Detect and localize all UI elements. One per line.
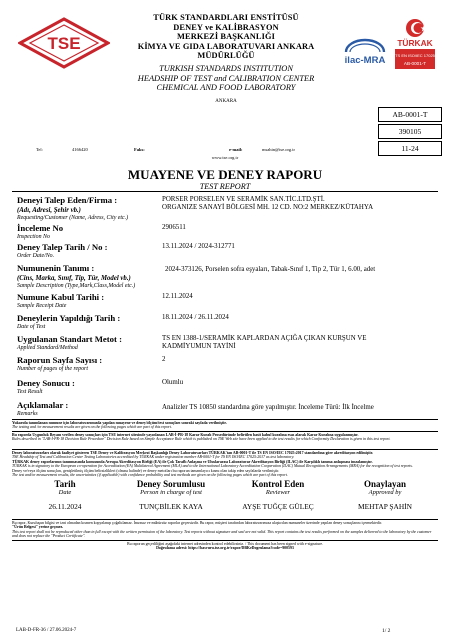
signature-head-en: Approved by xyxy=(368,489,402,496)
requester-name: PORSER PORSELEN VE SERAMİK SAN.TİC.LTD.ŞTİ. xyxy=(162,196,325,203)
divider xyxy=(12,419,438,420)
divider xyxy=(12,431,438,432)
footer-disclaimer-tr-bold: "Ürün Belgesi" yerine geçmez. xyxy=(12,525,64,530)
requester-label: Deneyi Talep Eden/Firma : xyxy=(17,195,118,205)
note-recognition-en: TÜRKAK is in signatory to the European co-operation for Accreditation (EA) Multilateral Agreement (MLA) and to the International Laboratory Accreditation Cooperation (ILAC) Mutual Recognition Arrangements (MRA) for the recognition of test reports. xyxy=(12,464,413,469)
pages-label: Raporun Sayfa Sayısı : xyxy=(17,355,103,365)
sample-field xyxy=(17,264,135,290)
signature-head: Kontrol Eden xyxy=(251,479,305,489)
signature-reviewer xyxy=(225,479,331,511)
email-label: e-mail: xyxy=(229,147,243,152)
signature-head: Tarih xyxy=(54,479,76,489)
signature-table xyxy=(12,479,438,519)
receipt-value: 12.11.2024 xyxy=(162,293,193,300)
method-value xyxy=(162,335,440,351)
test-date-label-en: Date of Test xyxy=(17,323,46,330)
test-date-value: 18.11.2024 / 26.11.2024 xyxy=(162,314,229,321)
institution-tr-line: TÜRK STANDARDLARI ENSTİTÜSÜ xyxy=(153,13,299,22)
receipt-label-en: Sample Receipt Date xyxy=(17,302,67,309)
divider xyxy=(12,540,438,541)
method-line: KADMİYUMUN TAYİNİ xyxy=(162,343,236,350)
sample-value: 2024-373126, Porselen sofra eşyaları, Tabak-Sınıf 1, Tip 2, Tür 1, 6.00, adet xyxy=(165,266,376,273)
requester-label-en: Requesting/Customer (Name, Adress, City etc.) xyxy=(17,215,129,221)
test-date-field xyxy=(17,314,120,331)
report-subtitle: TEST REPORT xyxy=(199,182,251,191)
note-accreditation-en: TSE Headship of Test and Calibration Center Testing Laboratories accredited by TÜRKAK under registration number AB-0001-T for TS EN ISO/IEC 17025:2017 as test laboratory. xyxy=(12,455,295,460)
report-month-box: 11-24 xyxy=(378,141,442,156)
order-label: Deney Talep Tarih / No : xyxy=(17,242,108,252)
divider xyxy=(12,191,438,192)
institution-en-line: CHEMICAL AND FOOD LABORATORY xyxy=(156,83,296,93)
signature-head-en: Reviewer xyxy=(265,489,291,496)
signature-test-responsible xyxy=(118,479,224,511)
note-decision-rule-en: Rules described in "LAB-İ-PR-18 Decision Rule Procedure" Decision Rule based on Simple Acceptance Rule which is published on TSE Web site have been applied to the test results for which Conformity Declaration is given in this test report. xyxy=(12,437,391,442)
page-number: 1/ 2 xyxy=(382,628,391,634)
order-field xyxy=(17,243,108,260)
note-results xyxy=(12,421,438,430)
form-code: LAB-D-FR-36 / 27.06.2024-7 xyxy=(16,628,77,633)
inspection-field xyxy=(17,224,63,241)
result-label: Deney Sonucu : xyxy=(17,378,75,388)
footer-disclaimer-en: This test report shall not be reproduced other than in full except with the written permission of the laboratory. Test reports without signature and seal are not valid. This report contains the test results performed on the samples delivered to the laboratory by the customer and does not replace the "Product Certificate". xyxy=(12,529,432,539)
institution-en-line: HEADSHIP OF TEST and CALIBRATION CENTER xyxy=(137,73,315,83)
order-value: 13.11.2024 / 2024-312771 xyxy=(162,243,235,250)
receipt-field xyxy=(17,293,104,310)
inspection-value: 2906511 xyxy=(162,224,186,231)
signature-approver xyxy=(332,479,438,511)
requester-value xyxy=(162,196,440,212)
method-line: TS EN 1388-1/SERAMİK KAPLARDAN AÇIĞA ÇIKAN KURŞUN VE xyxy=(162,335,367,342)
note-accreditation xyxy=(12,451,438,477)
institution-block xyxy=(110,13,342,104)
tse-logo-text: TSE xyxy=(47,34,81,53)
tel-value: 4166420 xyxy=(72,147,88,152)
laboratory-number-box: 390105 xyxy=(378,124,442,139)
institution-tr-line: MÜDÜRLÜĞÜ xyxy=(197,51,255,61)
divider xyxy=(12,519,438,520)
note-uncertainty-tr: Deney ve/veya ölçüm sonuçları, genişletilmiş ölçüm belirsizlikleri (olması halinde) ve deney metotları bu raporun tamamlayıcı kısmı olan takip eden sayfalarda verilmiştir. xyxy=(12,468,280,473)
fax-label: Faks: xyxy=(134,147,145,152)
result-label-en: Test Result xyxy=(17,388,43,395)
inspection-label-en: Inspection No xyxy=(17,233,50,240)
test-date-label: Deneylerin Yapıldığı Tarih : xyxy=(17,313,121,323)
receipt-label: Numune Kabul Tarihi : xyxy=(17,292,105,302)
footer-disclaimer xyxy=(12,521,438,539)
requester-address: ORGANIZE SANAYİ BÖLGESİ MH. 12 CD. NO:2 MERKEZ/KÜTAHYA xyxy=(162,204,374,211)
requester-field xyxy=(17,196,128,222)
pages-label-en: Number of pages of the report xyxy=(17,365,88,372)
note-uncertainty-en: The test and/or measurement results, the uncertainties (if applicable) with confidence probability and test methods are given on the following pages which are part of this report. xyxy=(12,473,288,478)
email-value[interactable]: msahin@tse.org.tr xyxy=(262,147,296,152)
ilac-text: ilac-MRA xyxy=(344,55,386,66)
sample-sublabel: (Cins, Marka, Sınıf, Tip, Tür, Model vb.) xyxy=(17,274,131,282)
sample-label-en: Sample Description (Type,Mark,Class,Model etc.) xyxy=(17,283,136,289)
institution-tr-line: DENEY ve KALİBRASYON xyxy=(173,22,279,32)
method-label: Uygulanan Standart Metot : xyxy=(17,334,122,344)
remarks-label: Açıklamalar : xyxy=(17,400,69,410)
website-link[interactable]: www.tse.org.tr xyxy=(211,155,239,160)
remarks-field xyxy=(17,401,68,418)
signature-value: 26.11.2024 xyxy=(48,502,82,511)
signature-head-en: Person in charge of test xyxy=(140,489,202,496)
turkak-sub: TS EN ISO/IEC 17025 xyxy=(395,53,435,58)
city-label: ANKARA xyxy=(215,98,237,104)
order-label-en: Order Date/No. xyxy=(17,252,55,259)
signature-head-en: Date xyxy=(58,489,72,496)
divider xyxy=(12,449,438,450)
footer-verification xyxy=(12,542,438,551)
institution-tr-line: KİMYA VE GIDA LABORATUVARI ANKARA xyxy=(137,41,315,51)
turkak-logo xyxy=(393,17,437,81)
sample-label: Numunenin Tanımı : xyxy=(17,263,95,273)
note-results-tr: Yukarıda tanımlanan numune için laboratuvarımızda yapılan muayene ve deney/ölçüm/test sonuçları sonraki sayfada verilmiştir. xyxy=(12,421,227,425)
footer-disclaimer-tr: Bu rapor, Kuruluşun bilgisi ve izni olmadan kısmen kopyalanıp çoğaltılamaz. İmzasız ve mühürsüz raporlar geçersizdir. Bu rapor, müşteri tarafından laboratuvarımıza ulaştırılan numuneler üzerinde yapılan deney sonuçlarını içermektedir. xyxy=(12,521,382,525)
note-recognition-tr: TÜRKAK deney raporlarının tanınmasında konusunda Avrupa Akreditasyon Birliği (EA) ile Çok Taraflı Anlaşma ve Uluslararası Laboratuvar Akreditasyon Birliği (ILAC) ile Karşılıklı tanıma anlaşması imzalamıştır. xyxy=(12,459,373,464)
turkak-text: TÜRKAK xyxy=(397,38,433,48)
result-value: Olumlu xyxy=(162,379,184,386)
accreditation-number-box: AB-0001-T xyxy=(378,107,442,122)
institution-en-line: TURKISH STANDARDS INSTITUTION xyxy=(159,63,293,73)
verification-link[interactable]: Doğrulama adresi: https://basvuru.tse.org.tr/rapor/DBKeDogrulama?code=900593 xyxy=(156,546,294,551)
remarks-label-en: Remarks xyxy=(17,410,38,417)
signature-value: TUNÇBİLEK KAYA xyxy=(139,502,203,511)
requester-sublabel: (Adı, Adresi, Şehir vb.) xyxy=(17,206,81,214)
note-accreditation-tr: Deney laboratuvarları olarak faaliyet gösteren TSE Deney ve Kalibrasyon Merkezi Başkanlığı Deney Laboratuvarları TÜRKAK'tan AB-0001-T ile TS EN ISO/IEC 17025:2017 standardına göre akreditasyon edilmiştir. xyxy=(12,451,373,455)
tel-label: Tel: xyxy=(36,147,43,152)
result-field xyxy=(17,379,75,396)
tse-logo xyxy=(18,17,110,69)
signature-head: Deney Sorumlusu xyxy=(136,479,206,489)
report-title: MUAYENE VE DENEY RAPORU xyxy=(127,167,323,182)
ilac-mra-logo xyxy=(340,34,390,74)
remarks-value: Analizler TS 10850 standardına göre yapılmıştır. İnceleme Türü: İlk İncelme xyxy=(162,404,374,411)
method-label-en: Applied Standard/Method xyxy=(17,344,78,351)
note-decision-rule xyxy=(12,433,438,442)
signature-value: MEHTAP ŞAHİN xyxy=(358,502,412,511)
inspection-label: İnceleme No xyxy=(17,223,64,233)
signature-head: Onaylayan xyxy=(363,479,406,489)
note-results-en: The testing and /or measurement results are given on the following pages which are part of this report. xyxy=(12,425,172,430)
footer-verification-text: Bu raporun geçerliliğini aşağıdaki internet adresinden kontrol edebilirsiniz. / This document has been signed with e-signature. xyxy=(126,542,324,546)
signature-value: AYŞE TUĞÇE GÜLEÇ xyxy=(242,502,314,511)
turkak-code: AB-0001-T xyxy=(403,61,427,66)
note-decision-rule-tr: Bu raporda Uygunluk Beyanı verilen deney sonuçları için TSE internet sitesinde yayınlanan LAB-İ-PR-18 Karar Kuralı Prosedüründe belirtilen basit kabul kuralına esas alarak Karar Kuralına uygulanmıştır. xyxy=(12,433,359,437)
pages-value: 2 xyxy=(162,356,166,363)
institution-tr-line: MERKEZİ BAŞKANLIĞI xyxy=(177,32,275,42)
method-field xyxy=(17,335,122,352)
pages-field xyxy=(17,356,102,373)
signature-date xyxy=(12,479,118,511)
